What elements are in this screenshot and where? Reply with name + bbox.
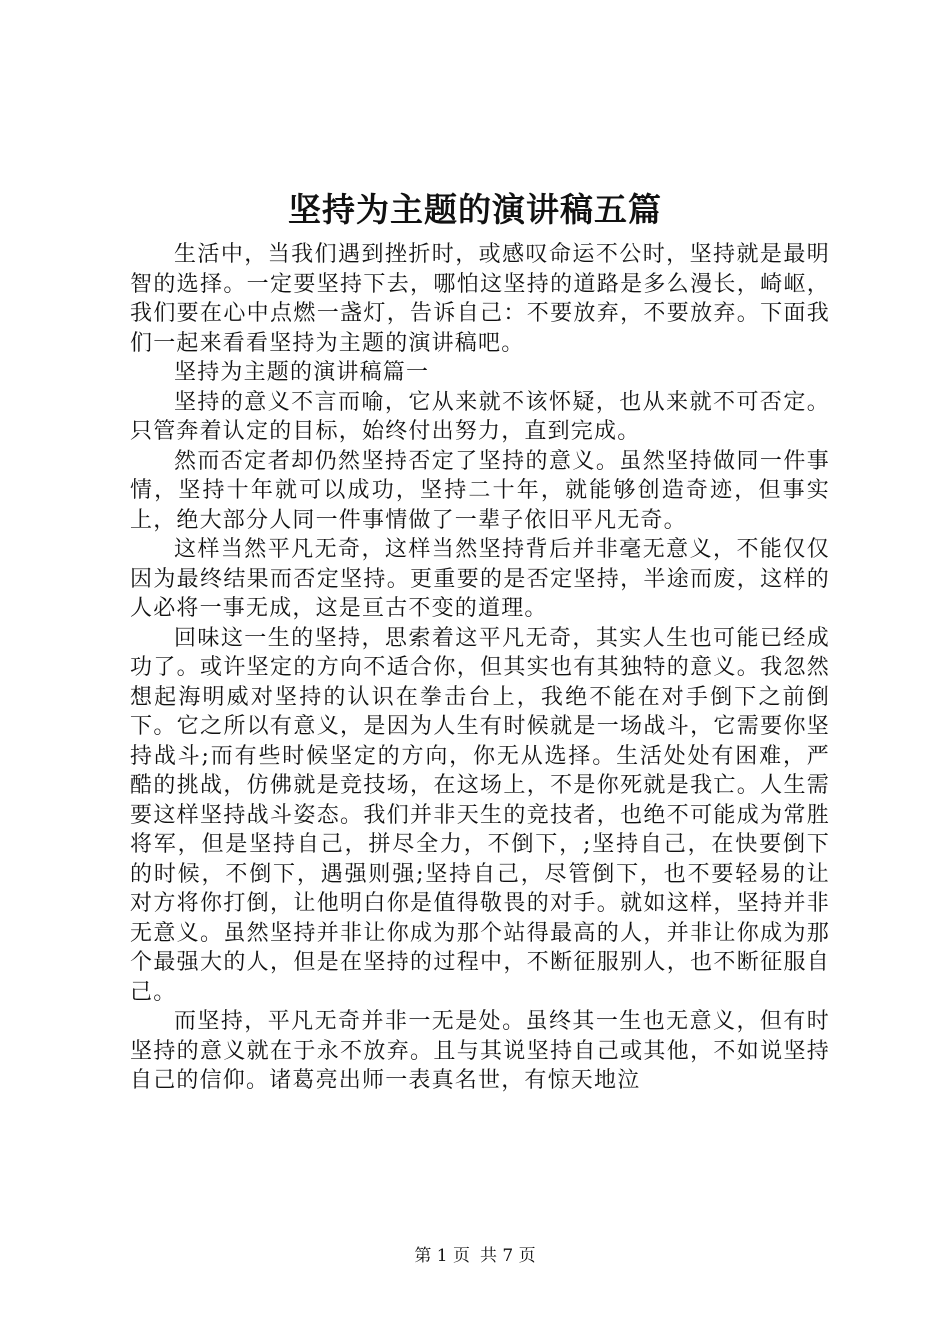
body-paragraph-4: 回味这一生的坚持，思索着这平凡无奇，其实人生也可能已经成功了。或许坚定的方向不适合你，但其实也有其独特的意义。我忽然想起海明威对坚持的认识在拳击台上，我绝不能在对手倒下之前倒下。它之所以有意义，是因为人生有时候就是一场战斗，它需要你坚持战斗;而有些时候坚定的方向，你无从选择。生活处处有困难，严酷的挑战，仿佛就是竞技场，在这场上，不是你死就是我亡。人生需要这样坚持战斗姿态。我们并非天生的竞技者，也绝不可能成为常胜将军，但是坚持自己，拼尽全力，不倒下，;坚持自己，在快要倒下的时候，不倒下，遇强则强;坚持自己，尽管倒下，也不要轻易的让对方将你打倒，让他明白你是值得敬畏的对手。就如这样，坚持并非无意义。虽然坚持并非让你成为那个站得最高的人，并非让你成为那个最强大的人，但是在坚持的过程中，不断征服别人，也不断征服自己。 bbox=[130, 625, 830, 1005]
intro-paragraph: 生活中，当我们遇到挫折时，或感叹命运不公时，坚持就是最明智的选择。一定要坚持下去，哪怕这坚持的道路是多么漫长，崎岖，我们要在心中点燃一盏灯，告诉自己：不要放弃，不要放弃。下面我们一起来看看坚持为主题的演讲稿吧。 bbox=[130, 242, 830, 356]
page-number: 第 1 页 bbox=[414, 1246, 470, 1266]
body-paragraph-1: 坚持的意义不言而喻，它从来就不该怀疑，也从来就不可否定。只管奔着认定的目标，始终付出努力，直到完成。 bbox=[130, 389, 830, 444]
page-total: 共 7 页 bbox=[480, 1246, 536, 1266]
section-heading: 坚持为主题的演讲稿篇一 bbox=[174, 360, 430, 385]
body-paragraph-2: 然而否定者却仍然坚持否定了坚持的意义。虽然坚持做同一件事情，坚持十年就可以成功，坚持二十年，就能够创造奇迹，但事实上，绝大部分人同一件事情做了一辈子依旧平凡无奇。 bbox=[130, 448, 830, 533]
body-paragraph-3: 这样当然平凡无奇，这样当然坚持背后并非毫无意义，不能仅仅因为最终结果而否定坚持。更重要的是否定坚持，半途而废，这样的人必将一事无成，这是亘古不变的道理。 bbox=[130, 537, 830, 621]
document-body bbox=[130, 240, 830, 1096]
document-title: 坚持为主题的演讲稿五篇 bbox=[288, 190, 662, 229]
page-footer bbox=[0, 1245, 950, 1267]
body-paragraph-5: 而坚持，平凡无奇并非一无是处。虽终其一生也无意义，但有时坚持的意义就在于永不放弃。且与其说坚持自己或其他，不如说坚持自己的信仰。诸葛亮出师一表真名世，有惊天地泣 bbox=[130, 1009, 830, 1093]
